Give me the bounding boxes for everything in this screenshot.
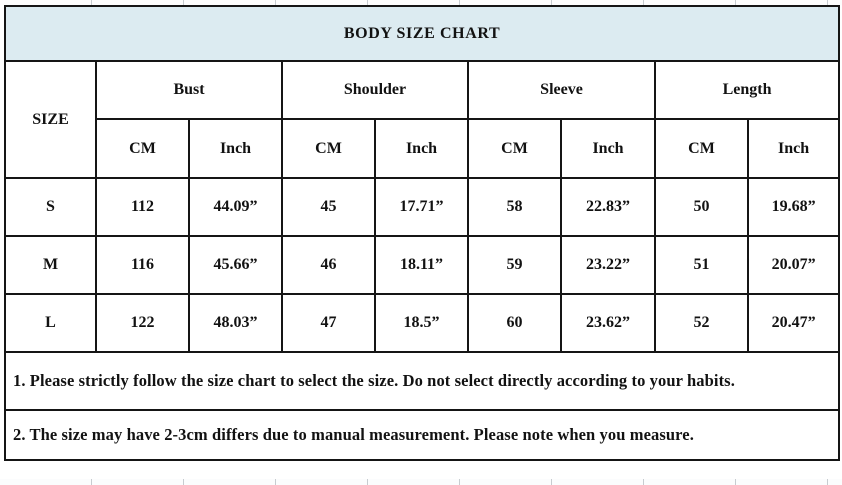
column-group-sleeve: Sleeve — [468, 61, 655, 119]
table-row-size-l — [5, 294, 839, 352]
size-label: L — [5, 294, 96, 352]
title-row — [5, 6, 839, 61]
shoulder-inch-value: 18.11” — [375, 236, 468, 294]
column-group-bust: Bust — [96, 61, 282, 119]
shoulder-cm-value: 47 — [282, 294, 375, 352]
length-inch-value: 20.07” — [748, 236, 839, 294]
bust-cm-value: 122 — [96, 294, 189, 352]
length-cm-value: 52 — [655, 294, 748, 352]
sleeve-cm-value: 58 — [468, 178, 561, 236]
sleeve-inch-value: 23.22” — [561, 236, 655, 294]
cropped-row-bottom — [0, 479, 842, 485]
bust-inch-value: 45.66” — [189, 236, 282, 294]
note-row-2 — [5, 410, 839, 460]
unit-header-sleeve-cm: CM — [468, 119, 561, 178]
unit-header-length-cm: CM — [655, 119, 748, 178]
unit-header-sleeve-inch: Inch — [561, 119, 655, 178]
unit-header-row — [5, 119, 839, 178]
length-cm-value: 50 — [655, 178, 748, 236]
note-row-1 — [5, 352, 839, 410]
note-text-1: 1. Please strictly follow the size chart to select the size. Do not select directly according to your habits. — [5, 352, 839, 410]
bust-cm-value: 116 — [96, 236, 189, 294]
shoulder-cm-value: 46 — [282, 236, 375, 294]
bust-cm-value: 112 — [96, 178, 189, 236]
length-cm-value: 51 — [655, 236, 748, 294]
length-inch-value: 19.68” — [748, 178, 839, 236]
table-row-size-m — [5, 236, 839, 294]
page-title: BODY SIZE CHART — [5, 6, 839, 61]
bust-inch-value: 44.09” — [189, 178, 282, 236]
sleeve-cm-value: 59 — [468, 236, 561, 294]
unit-header-shoulder-inch: Inch — [375, 119, 468, 178]
group-header-row — [5, 61, 839, 119]
size-label: M — [5, 236, 96, 294]
size-label: S — [5, 178, 96, 236]
shoulder-inch-value: 17.71” — [375, 178, 468, 236]
length-inch-value: 20.47” — [748, 294, 839, 352]
unit-header-bust-cm: CM — [96, 119, 189, 178]
note-text-2: 2. The size may have 2-3cm differs due to manual measurement. Please note when you measure. — [5, 410, 839, 460]
body-size-chart-table — [4, 5, 840, 461]
column-header-size: SIZE — [5, 61, 96, 178]
sleeve-cm-value: 60 — [468, 294, 561, 352]
unit-header-length-inch: Inch — [748, 119, 839, 178]
shoulder-inch-value: 18.5” — [375, 294, 468, 352]
table-row-size-s — [5, 178, 839, 236]
sleeve-inch-value: 23.62” — [561, 294, 655, 352]
column-group-shoulder: Shoulder — [282, 61, 468, 119]
bust-inch-value: 48.03” — [189, 294, 282, 352]
unit-header-shoulder-cm: CM — [282, 119, 375, 178]
sleeve-inch-value: 22.83” — [561, 178, 655, 236]
unit-header-bust-inch: Inch — [189, 119, 282, 178]
column-group-length: Length — [655, 61, 839, 119]
shoulder-cm-value: 45 — [282, 178, 375, 236]
